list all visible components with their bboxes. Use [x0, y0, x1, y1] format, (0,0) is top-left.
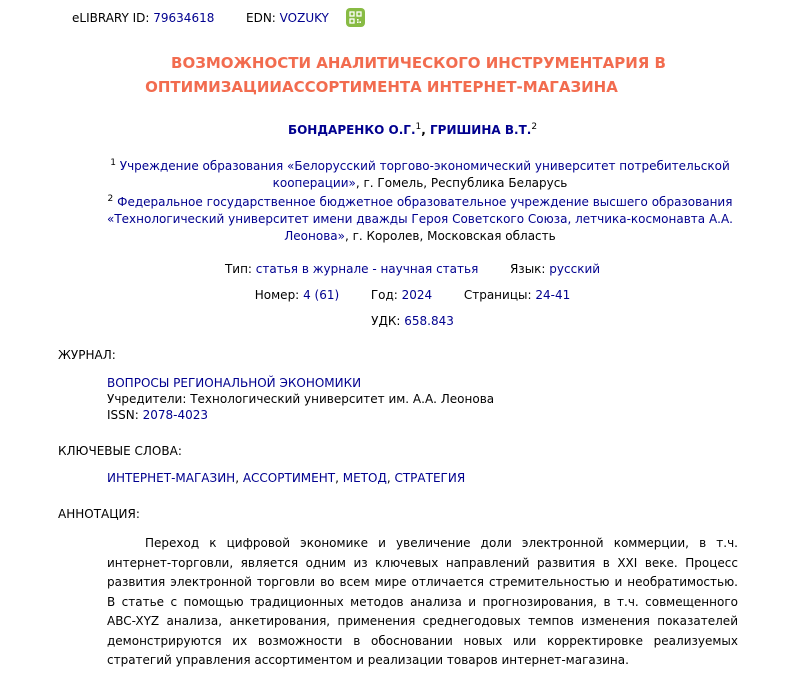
pages-value: 24-41 [535, 288, 571, 302]
keyword-separator: , [335, 471, 343, 485]
number-link[interactable]: 4 (61) [303, 288, 340, 302]
pages-label: Страницы: [463, 288, 532, 302]
keyword-link[interactable]: АССОРТИМЕНТ [242, 471, 336, 485]
type-label: Тип: [224, 262, 252, 276]
keywords-heading: КЛЮЧЕВЫЕ СЛОВА: [58, 444, 182, 458]
keyword-separator: , [235, 471, 243, 485]
journal-block [107, 375, 494, 423]
affiliation-1 [100, 155, 740, 192]
qr-code-icon[interactable] [346, 8, 365, 27]
year-label: Год: [370, 288, 398, 302]
number-label: Номер: [254, 288, 300, 302]
title-line-2: ОПТИМИЗАЦИИАССОРТИМЕНТА ИНТЕРНЕТ-МАГАЗИНА [145, 78, 618, 96]
article-title [0, 51, 787, 99]
affiliation-place: , г. Гомель, Республика Беларусь [355, 176, 568, 190]
author-link[interactable]: БОНДАРЕНКО О.Г. [287, 123, 416, 137]
affiliation-sup: 2 [107, 194, 114, 204]
title-line-1: ВОЗМОЖНОСТИ АНАЛИТИЧЕСКОГО ИНСТРУМЕНТАРИЯ В [171, 54, 666, 72]
record-ids [72, 11, 329, 25]
issn-label: ISSN: [107, 408, 139, 422]
udk-label: УДК: [371, 314, 401, 328]
keyword-separator: , [386, 471, 395, 485]
annotation-text: Переход к цифровой экономике и увеличение доли электронной коммерции, в т.ч. интернет-торговли, является одним из ключевых направлений развития в XXI веке. Процесс развития электронной торговли во всем мире отличается стремительностью и необратимостью. В статье с помощью традиционных методов анализа и прогнозирования, в т.ч. совмещенного ABC-XYZ анализа, анкетирования, применения среднегодовых темпов изменения показателей демонстрируются их возможности в обосновании новых или корректировке реализуемых стратегий управления ассортиментом и реализации товаров интернет-магазина. [107, 536, 738, 667]
language-value: русский [549, 262, 601, 276]
meta-udk [0, 314, 787, 328]
annotation-heading: АННОТАЦИЯ: [58, 507, 140, 521]
journal-heading: ЖУРНАЛ: [58, 348, 116, 362]
language-label: Язык: [509, 262, 546, 276]
elibrary-id-value: 79634618 [153, 11, 215, 25]
year-value: 2024 [401, 288, 433, 302]
issn-value: 2078-4023 [142, 408, 209, 422]
udk-value: 658.843 [404, 314, 454, 328]
author-link[interactable]: ГРИШИНА В.Т. [430, 123, 532, 137]
authors: БОНДАРЕНКО О.Г.$^1$, ГРИШИНА В.Т.$^2$ [287, 122, 538, 137]
keywords-list [107, 470, 465, 486]
affiliation-org-link[interactable]: Федеральное государственное бюджетное образовательное учреждение высшего образования «Технологический университет имени дважды Героя Советского Союза, летчика-космонавта А.А. Леонова» [106, 195, 733, 243]
elibrary-id-label: eLIBRARY ID: [72, 11, 150, 25]
type-value: статья в журнале - научная статья [255, 262, 479, 276]
affiliation-place: , г. Королев, Московская область [344, 229, 556, 243]
meta-number-year-pages [0, 288, 787, 302]
meta-type-language [0, 262, 787, 276]
affiliation-2 [100, 191, 740, 245]
journal-founders: Учредители: Технологический университет им. А.А. Леонова [107, 392, 495, 406]
journal-link[interactable]: ВОПРОСЫ РЕГИОНАЛЬНОЙ ЭКОНОМИКИ [107, 376, 362, 390]
affiliation-org-link[interactable]: Учреждение образования «Белорусский торгово-экономический университет потребительской кооперации» [119, 159, 730, 190]
author-sup: 1 [415, 122, 422, 132]
keyword-link[interactable]: ИНТЕРНЕТ-МАГАЗИН [107, 471, 236, 485]
edn-label: EDN: [246, 11, 276, 25]
keyword-link[interactable]: СТРАТЕГИЯ [394, 471, 466, 485]
author-sup: 2 [531, 122, 538, 132]
affiliation-sup: 1 [110, 158, 116, 168]
edn-link[interactable]: VOZUKY [279, 11, 329, 25]
keyword-link[interactable]: МЕТОД [342, 471, 387, 485]
